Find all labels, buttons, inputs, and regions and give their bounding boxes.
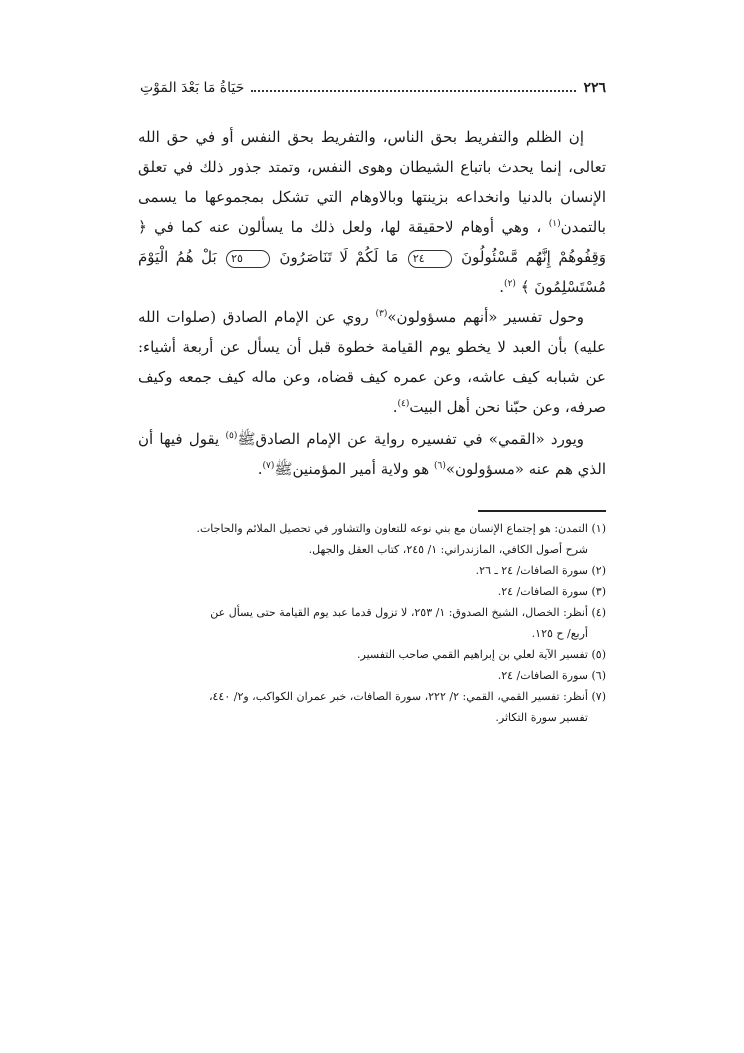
footnote-1: (١) التمدن: هو إجتماع الإنسان مع بني نوعه للتعاون والتشاور في تحصيل الملائم والحاجات. <box>196 522 606 535</box>
verse-part-1: ﴿ وَقِفُوهُمْ إِنَّهُم مَّسْئُولُونَ <box>138 218 606 266</box>
footnote-7-continuation: تفسير سورة التكاثر. <box>495 711 588 724</box>
book-title: حَيَاةُ مَا بَعْدَ المَوْتِ <box>140 80 245 96</box>
footnote-7: (٧) أنظر: تفسير القمي، القمي: ٢/ ٢٢٢، سورة الصافات، خبر عمران الكواكب، و٢/ ٤٤٠، <box>208 690 606 703</box>
ayah-number-25: ٢٥ <box>226 250 270 268</box>
header-dotted-leader <box>251 82 576 92</box>
footnote-4-continuation: أربع/ ح ١٢٥. <box>531 627 588 640</box>
footnote-1-continuation: شرح أصول الكافي، المازندراني: ١/ ٢٤٥، كتاب العقل والجهل. <box>308 543 588 556</box>
paragraph-3-text: ويورد «القمي» في تفسيره رواية عن الإمام الصادق <box>255 430 584 448</box>
honorific-symbol-1: ﷺ <box>237 430 256 448</box>
page-header <box>140 70 606 96</box>
paragraph-2: وحول تفسير «أنهم مسؤولون»$^{(٣)}$ روي عن الإمام الصادق (صلوات الله عليه) بأن العبد لا يخطو يوم القيامة خطوة قبل أن يسأل عن أربعة أشياء: عن شبابه كيف عاشه، وعن عمره كيف قضاه، وعن ماله كيف جمعه وكيف صرفه، وعن حبّنا نحن أهل البيت$^{(٤)}$. <box>138 308 606 416</box>
footnote-5: (٥) تفسير الآية لعلي بن إبراهيم القمي صاحب التفسير. <box>357 648 606 661</box>
ayah-number-24: ٢٤ <box>408 250 452 268</box>
footnote-6: (٦) سورة الصافات/ ٢٤. <box>497 669 606 682</box>
paragraph-3: ويورد «القمي» في تفسيره رواية عن الإمام الصادقﷺ$^{(٥)}$ يقول فيها أن الذي هم عنه «مسؤولون»$^{(٦)}$ هو ولاية أمير المؤمنينﷺ$^{(٧)}$. <box>138 430 606 478</box>
paragraph-1-text: إن الظلم والتفريط بحق الناس، والتفريط بحق النفس أو في حق الله تعالى، إنما يحدث باتباع الشيطان وهوى النفس، وتمتد جذور ذلك في تعلق الإنسان بالدنيا وانخداعه بزينتها وبالاوهام التي تشكل بمجموعها ما يسمى بالتمدن <box>138 128 606 236</box>
footnote-divider <box>478 510 606 512</box>
paragraph-2-text-2: روي عن الإمام الصادق (صلوات الله عليه) بأن العبد لا يخطو يوم القيامة خطوة قبل أن يسأل عن أربعة أشياء: عن شبابه كيف عاشه، وعن عمره كيف قضاه، وعن ماله كيف جمعه وكيف صرفه، وعن حبّنا نحن أهل البيت <box>138 308 606 416</box>
paragraph-1: إن الظلم والتفريط بحق الناس، والتفريط بحق النفس أو في حق الله تعالى، إنما يحدث باتباع الشيطان وهوى النفس، وتمتد جذور ذلك في تعلق الإنسان بالدنيا وانخداعه بزينتها وبالاوهام التي تشكل بمجموعها ما يسمى بالتمدن$^{(١)}$ ، وهي أوهام لاحقيقة لها، ولعل ذلك ما يسألون عنه كما في ﴿ وَقِفُوهُمْ إِنَّهُم مَّسْئُولُونَ ٢٤ مَا لَكُمْ لَا تَنَاصَرُونَ ٢٥ بَلْ هُمُ الْيَوْمَ مُسْتَسْلِمُونَ ﴾ $^{(٢)}$. <box>138 128 606 296</box>
honorific-symbol-2: ﷺ <box>274 460 293 478</box>
verse-part-2: مَا لَكُمْ لَا تَنَاصَرُونَ <box>279 248 399 266</box>
footnote-ref-2[interactable]: (٢) <box>504 279 516 289</box>
footnote-ref-6[interactable]: (٦) <box>433 461 446 471</box>
footnote-ref-4[interactable]: (٤) <box>397 399 410 409</box>
paragraph-3-text-3: هو ولاية أمير المؤمنين <box>292 460 430 478</box>
verse-part-3: بَلْ هُمُ الْيَوْمَ مُسْتَسْلِمُونَ ﴾ <box>138 248 606 296</box>
footnote-2: (٢) سورة الصافات/ ٢٤ ـ ٢٦. <box>475 564 606 577</box>
main-text <box>138 122 606 484</box>
paragraph-2-text: وحول تفسير «أنهم مسؤولون» <box>387 308 584 326</box>
paragraph-3-text-2: يقول فيها أن الذي هم عنه «مسؤولون» <box>138 430 606 478</box>
footnote-ref-7[interactable]: (٧) <box>262 461 275 471</box>
page-number: ٢٢٦ <box>583 80 606 96</box>
footnotes <box>138 518 606 728</box>
footnote-ref-1[interactable]: (١) <box>548 219 561 229</box>
footnote-ref-3[interactable]: (٣) <box>375 309 388 319</box>
footnote-ref-5[interactable]: (٥) <box>225 431 238 441</box>
footnote-4: (٤) أنظر: الخصال، الشيخ الصدوق: ١/ ٢٥٣، لا تزول قدما عبد يوم القيامة حتى يسأل عن <box>210 606 606 619</box>
footnote-3: (٣) سورة الصافات/ ٢٤. <box>497 585 606 598</box>
paragraph-1-text-2: ، وهي أوهام لاحقيقة لها، ولعل ذلك ما يسألون عنه كما في <box>154 218 542 236</box>
